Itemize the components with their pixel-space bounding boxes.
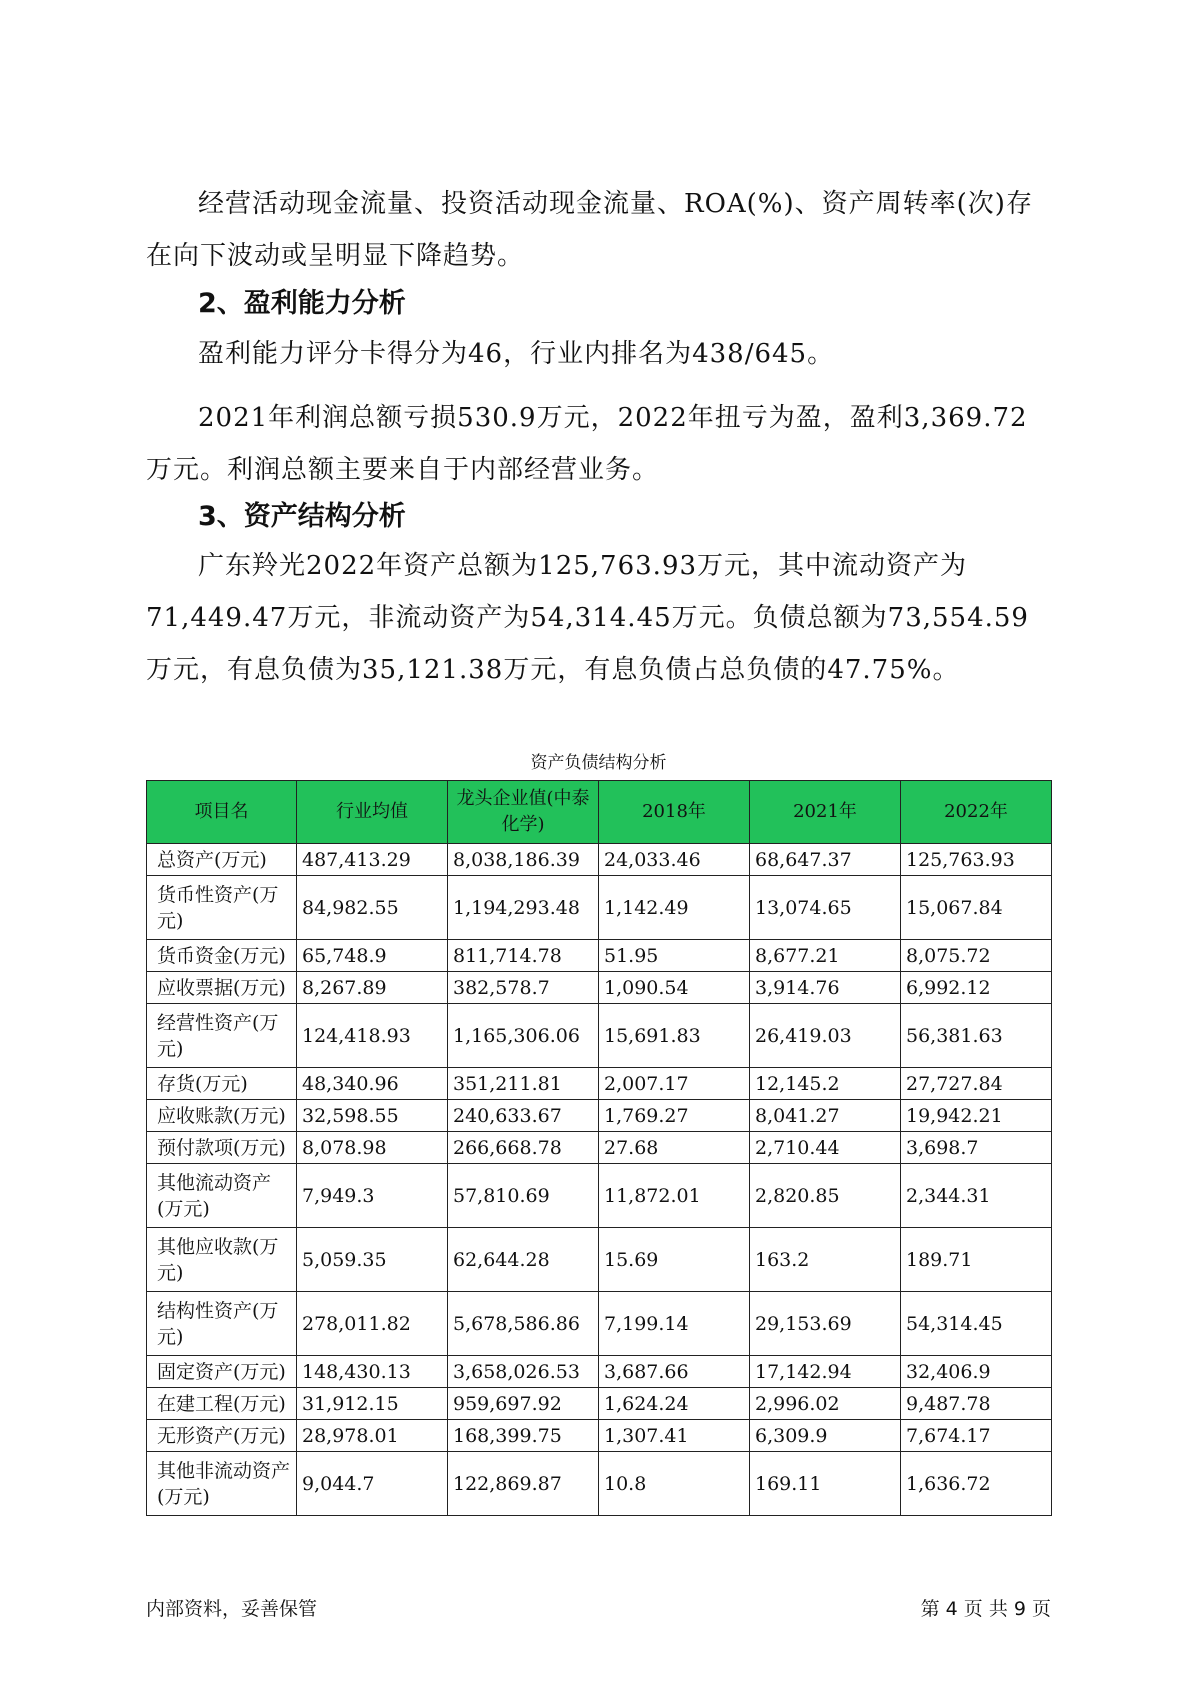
table-cell: 811,714.78 — [448, 940, 599, 972]
table-cell: 3,658,026.53 — [448, 1356, 599, 1388]
table-cell: 2,710.44 — [750, 1132, 901, 1164]
table-cell: 351,211.81 — [448, 1068, 599, 1100]
table-cell: 8,078.98 — [297, 1132, 448, 1164]
footer-page-number: 第 4 页 共 9 页 — [920, 1598, 1051, 1620]
table-row — [147, 844, 1052, 876]
table-cell: 125,763.93 — [901, 844, 1052, 876]
row-item-label: 应收账款(万元) — [147, 1100, 297, 1132]
section2-paragraph-1 — [146, 328, 1051, 380]
table-row — [147, 876, 1052, 940]
table-row — [147, 1004, 1052, 1068]
table-cell: 6,992.12 — [901, 972, 1052, 1004]
row-item-label: 其他流动资产(万元) — [147, 1164, 297, 1228]
row-item-label: 其他非流动资产(万元) — [147, 1452, 297, 1516]
column-header: 项目名 — [147, 781, 297, 844]
table-cell: 959,697.92 — [448, 1388, 599, 1420]
table-cell: 2,007.17 — [599, 1068, 750, 1100]
row-item-label: 结构性资产(万元) — [147, 1292, 297, 1356]
table-cell: 1,769.27 — [599, 1100, 750, 1132]
table-cell: 1,090.54 — [599, 972, 750, 1004]
table-cell: 24,033.46 — [599, 844, 750, 876]
table-cell: 240,633.67 — [448, 1100, 599, 1132]
table-cell: 54,314.45 — [901, 1292, 1052, 1356]
column-header: 行业均值 — [297, 781, 448, 844]
column-header: 龙头企业值(中泰化学) — [448, 781, 599, 844]
table-cell: 1,165,306.06 — [448, 1004, 599, 1068]
table-cell: 189.71 — [901, 1228, 1052, 1292]
table-cell: 15.69 — [599, 1228, 750, 1292]
table-row — [147, 1388, 1052, 1420]
table-cell: 148,430.13 — [297, 1356, 448, 1388]
table-header-row — [147, 781, 1052, 844]
table-cell: 15,067.84 — [901, 876, 1052, 940]
table-cell: 8,038,186.39 — [448, 844, 599, 876]
table-cell: 6,309.9 — [750, 1420, 901, 1452]
table-cell: 2,820.85 — [750, 1164, 901, 1228]
table-cell: 3,687.66 — [599, 1356, 750, 1388]
table-cell: 5,678,586.86 — [448, 1292, 599, 1356]
row-item-label: 固定资产(万元) — [147, 1356, 297, 1388]
table-cell: 1,194,293.48 — [448, 876, 599, 940]
table-body — [147, 844, 1052, 1516]
table-cell: 9,487.78 — [901, 1388, 1052, 1420]
table-row — [147, 1292, 1052, 1356]
table-cell: 3,914.76 — [750, 972, 901, 1004]
table-caption: 资产负债结构分析 — [530, 753, 667, 773]
balance-structure-table — [146, 780, 1052, 1516]
table-cell: 56,381.63 — [901, 1004, 1052, 1068]
column-header: 2018年 — [599, 781, 750, 844]
section2-paragraph-2 — [146, 392, 1051, 496]
table-cell: 169.11 — [750, 1452, 901, 1516]
row-item-label: 货币资金(万元) — [147, 940, 297, 972]
section2-p1-text: 盈利能力评分卡得分为46，行业内排名为438/645。 — [198, 339, 835, 369]
row-item-label: 无形资产(万元) — [147, 1420, 297, 1452]
table-row — [147, 1164, 1052, 1228]
table-cell: 31,912.15 — [297, 1388, 448, 1420]
column-header: 2022年 — [901, 781, 1052, 844]
table-row — [147, 1068, 1052, 1100]
intro-text: 经营活动现金流量、投资活动现金流量、ROA(%)、资产周转率(次)存在向下波动或呈明显下降趋势。 — [146, 189, 1033, 271]
table-cell: 11,872.01 — [599, 1164, 750, 1228]
table-cell: 57,810.69 — [448, 1164, 599, 1228]
table-cell: 8,075.72 — [901, 940, 1052, 972]
table-row — [147, 1228, 1052, 1292]
table-row — [147, 1452, 1052, 1516]
row-item-label: 其他应收款(万元) — [147, 1228, 297, 1292]
table-cell: 32,406.9 — [901, 1356, 1052, 1388]
row-item-label: 货币性资产(万元) — [147, 876, 297, 940]
table-cell: 84,982.55 — [297, 876, 448, 940]
table-cell: 8,267.89 — [297, 972, 448, 1004]
table-cell: 122,869.87 — [448, 1452, 599, 1516]
table-cell: 1,307.41 — [599, 1420, 750, 1452]
table-cell: 68,647.37 — [750, 844, 901, 876]
row-item-label: 预付款项(万元) — [147, 1132, 297, 1164]
section3-heading: 3、资产结构分析 — [198, 501, 406, 532]
table-row — [147, 1100, 1052, 1132]
table-cell: 168,399.75 — [448, 1420, 599, 1452]
table-row — [147, 972, 1052, 1004]
table-cell: 27,727.84 — [901, 1068, 1052, 1100]
table-cell: 266,668.78 — [448, 1132, 599, 1164]
table-cell: 382,578.7 — [448, 972, 599, 1004]
table-cell: 9,044.7 — [297, 1452, 448, 1516]
column-header: 2021年 — [750, 781, 901, 844]
table-cell: 7,199.14 — [599, 1292, 750, 1356]
table-row — [147, 940, 1052, 972]
table-cell: 32,598.55 — [297, 1100, 448, 1132]
table-cell: 12,145.2 — [750, 1068, 901, 1100]
table-cell: 13,074.65 — [750, 876, 901, 940]
table-cell: 2,344.31 — [901, 1164, 1052, 1228]
table-cell: 26,419.03 — [750, 1004, 901, 1068]
table-cell: 8,041.27 — [750, 1100, 901, 1132]
table-cell: 62,644.28 — [448, 1228, 599, 1292]
table-cell: 27.68 — [599, 1132, 750, 1164]
table-cell: 48,340.96 — [297, 1068, 448, 1100]
row-item-label: 经营性资产(万元) — [147, 1004, 297, 1068]
table-cell: 1,636.72 — [901, 1452, 1052, 1516]
table-cell: 65,748.9 — [297, 940, 448, 972]
table-cell: 19,942.21 — [901, 1100, 1052, 1132]
table-cell: 5,059.35 — [297, 1228, 448, 1292]
table-cell: 163.2 — [750, 1228, 901, 1292]
row-item-label: 存货(万元) — [147, 1068, 297, 1100]
table-cell: 29,153.69 — [750, 1292, 901, 1356]
section3-p1-text: 广东羚光2022年资产总额为125,763.93万元，其中流动资产为71,449.47万元，非流动资产为54,314.45万元。负债总额为73,554.59万元，有息负债为35,121.38万元，有息负债占总负债的47.75%。 — [146, 551, 1029, 685]
table-row — [147, 1356, 1052, 1388]
table-cell: 1,142.49 — [599, 876, 750, 940]
footer-confidential-note: 内部资料，妥善保管 — [146, 1598, 318, 1620]
table-cell: 7,674.17 — [901, 1420, 1052, 1452]
table-cell: 28,978.01 — [297, 1420, 448, 1452]
row-item-label: 总资产(万元) — [147, 844, 297, 876]
table-cell: 124,418.93 — [297, 1004, 448, 1068]
section2-heading: 2、盈利能力分析 — [198, 288, 406, 319]
table-cell: 3,698.7 — [901, 1132, 1052, 1164]
table-row — [147, 1132, 1052, 1164]
table-cell: 278,011.82 — [297, 1292, 448, 1356]
section3-paragraph-1 — [146, 540, 1051, 696]
section2-p2-text: 2021年利润总额亏损530.9万元，2022年扭亏为盈，盈利3,369.72万元。利润总额主要来自于内部经营业务。 — [146, 403, 1028, 485]
table-cell: 8,677.21 — [750, 940, 901, 972]
table-cell: 10.8 — [599, 1452, 750, 1516]
row-item-label: 应收票据(万元) — [147, 972, 297, 1004]
table-cell: 7,949.3 — [297, 1164, 448, 1228]
row-item-label: 在建工程(万元) — [147, 1388, 297, 1420]
intro-paragraph — [146, 178, 1051, 282]
table-cell: 487,413.29 — [297, 844, 448, 876]
table-cell: 1,624.24 — [599, 1388, 750, 1420]
table-cell: 15,691.83 — [599, 1004, 750, 1068]
table-cell: 51.95 — [599, 940, 750, 972]
table-cell: 2,996.02 — [750, 1388, 901, 1420]
table-row — [147, 1420, 1052, 1452]
table-cell: 17,142.94 — [750, 1356, 901, 1388]
